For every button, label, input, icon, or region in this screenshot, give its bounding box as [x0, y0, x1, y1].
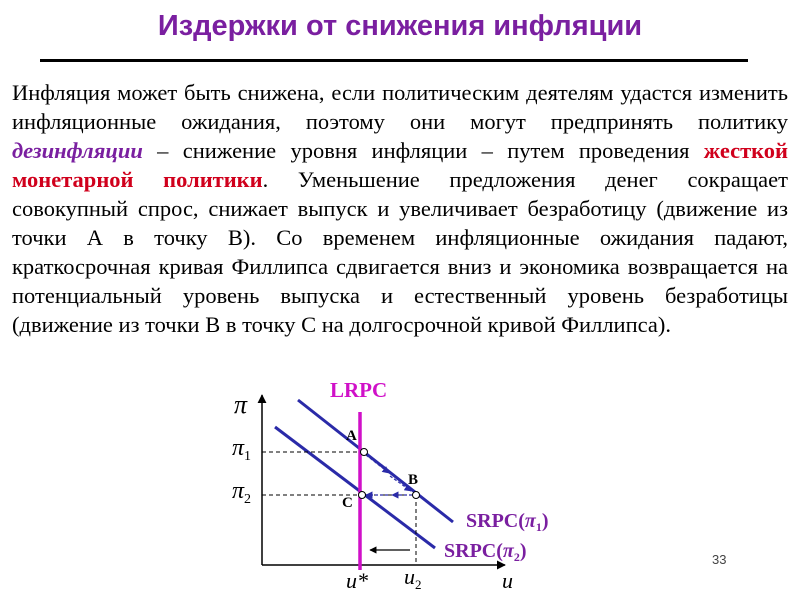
x-axis-symbol: u [502, 568, 513, 593]
srpc2-label: $SRPC(\pi_2)$ [444, 540, 527, 564]
point-a-label: A [346, 428, 357, 444]
paragraph-text-1: Инфляция может быть снижена, если политическим деятелям удастся изменить инфляционные ожидания, поэтому они могут предпринять политику [12, 80, 788, 134]
paragraph-text-3: . Уменьшение предложения денег сокращает совокупный спрос, снижает выпуск и увеличивает безработицу (движение из точки А в точку В). Со временем инфляционные ожидания падают, краткосрочная кривая Филлипса сдвигается вниз и экономика возвращается на потенциальный уровень выпуска и естественный уровень безработицы (движение из точки В в точку С на долгосрочной кривой Филлипса). [12, 167, 788, 337]
term-tight-monetary-policy: жесткой монетарной политики [12, 138, 788, 192]
point-c-label: C [342, 495, 353, 511]
slide-title: Издержки от снижения инфляции [157, 10, 643, 42]
y-axis-symbol: π [234, 390, 248, 419]
page-number: 33 [712, 552, 727, 567]
point-b-label: B [408, 472, 419, 488]
paragraph-text-2: – снижение уровня инфляции – путем проведения [142, 138, 704, 163]
term-disinflation: дезинфляции [12, 138, 143, 163]
pi2-label: $\pi_2$ [232, 478, 252, 507]
point-b-marker [413, 492, 420, 499]
pi1-label: $\pi_1$ [232, 435, 252, 464]
srpc1-label: $SRPC(\pi_1)$ [466, 510, 549, 534]
point-c-marker [359, 492, 366, 499]
point-a-marker [361, 449, 368, 456]
lrpc-label: LRPC [330, 378, 388, 402]
u2-label: $u_2$ [404, 564, 422, 592]
ustar-label: u* [346, 568, 368, 593]
